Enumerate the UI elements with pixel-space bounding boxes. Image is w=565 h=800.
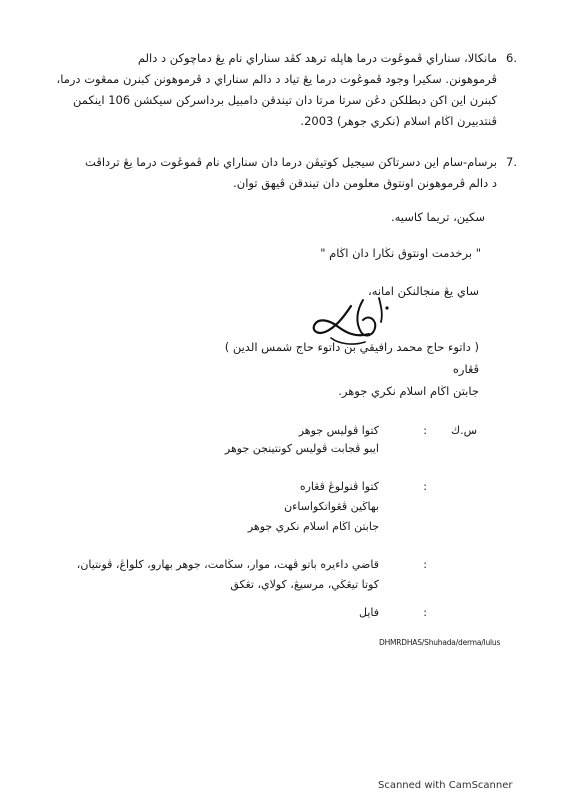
trust-line: ساي يڠ منجالنكن امانه، bbox=[367, 284, 479, 298]
cc-line: فايل bbox=[358, 606, 379, 619]
cc-line: كوتا تيڠڬي، مرسيڠ، كولاي، تڠكق bbox=[230, 578, 379, 591]
paragraph-line: ڤنتدبيرن اڬام اسلام (نكري جوهر) 2003. bbox=[300, 114, 497, 128]
scanner-watermark: Scanned with CamScanner bbox=[378, 780, 513, 791]
signer-department: جابتن اڬام اسلام نكري جوهر. bbox=[338, 384, 479, 398]
motto-text: " برخدمت اونتوق نڬارا دان اڬام " bbox=[320, 246, 481, 260]
cc-line: كتوا ڤوليس جوهر bbox=[298, 424, 379, 437]
paragraph-line: د دالم ڤرموهونن اونتوق معلومن دان تيندقن ڤيهق توان. bbox=[233, 176, 497, 190]
cc-line: جابتن اڬام اسلام نكري جوهر bbox=[247, 520, 379, 533]
paragraph-number: 6. bbox=[506, 51, 517, 65]
cc-separator: : bbox=[423, 424, 427, 437]
paragraph-number: 7. bbox=[506, 155, 517, 169]
cc-separator: : bbox=[423, 606, 427, 619]
cc-line: ايبو ڤجابت ڤوليس كونتينجن جوهر bbox=[224, 442, 379, 455]
cc-line: كتوا ڤنولوڠ ڤڠاره bbox=[299, 480, 379, 493]
cc-separator: : bbox=[423, 558, 427, 571]
signer-position: ڤڠاره bbox=[452, 362, 479, 376]
cc-line: بهاڬين ڤڠواتكواساءن bbox=[284, 500, 379, 513]
paragraph-line: ڤرموهونن. سكيرا وجود ڤموڠوت درما يڠ تياد د دالم سناراي د ڤرموهونن كبنرن ممڠوت درما، bbox=[56, 72, 497, 86]
signer-name: ( داتوء حاج محمد رافيقي بن داتوء حاج شمس الدين ) bbox=[224, 340, 479, 354]
paragraph-line: برسام-سام اين دسرتاكن سيجيل كوتيڤن درما دان سناراي نام ڤموڠوت درما يڠ ترداڤت bbox=[85, 155, 497, 169]
closing-text: سكين، تريما كاسيه. bbox=[390, 210, 485, 224]
cc-line: قاضي داءيره باتو ڤهت، موار، سڬامت، جوهر بهارو، كلواڠ، ڤونتيان، bbox=[76, 558, 379, 571]
paragraph-line: كبنرن اين اكن دبطلكن دڠن سرتا مرتا دان تيندقن دامبيل برداسركن سيكشن 106 اينكمن bbox=[72, 93, 497, 107]
paragraph-7 bbox=[77, 152, 517, 194]
reference-code: DHMRDHAS/Shuhada/derma/lulus bbox=[379, 638, 501, 647]
paragraph-6 bbox=[56, 48, 517, 132]
paragraph-line: مانكالا، سناراي ڤموڠوت درما هاپله ترهد كڤد سناراي نام يڠ دماچوكن د دالم bbox=[137, 51, 497, 65]
cc-label: س.ك bbox=[451, 424, 477, 437]
cc-separator: : bbox=[423, 480, 427, 493]
